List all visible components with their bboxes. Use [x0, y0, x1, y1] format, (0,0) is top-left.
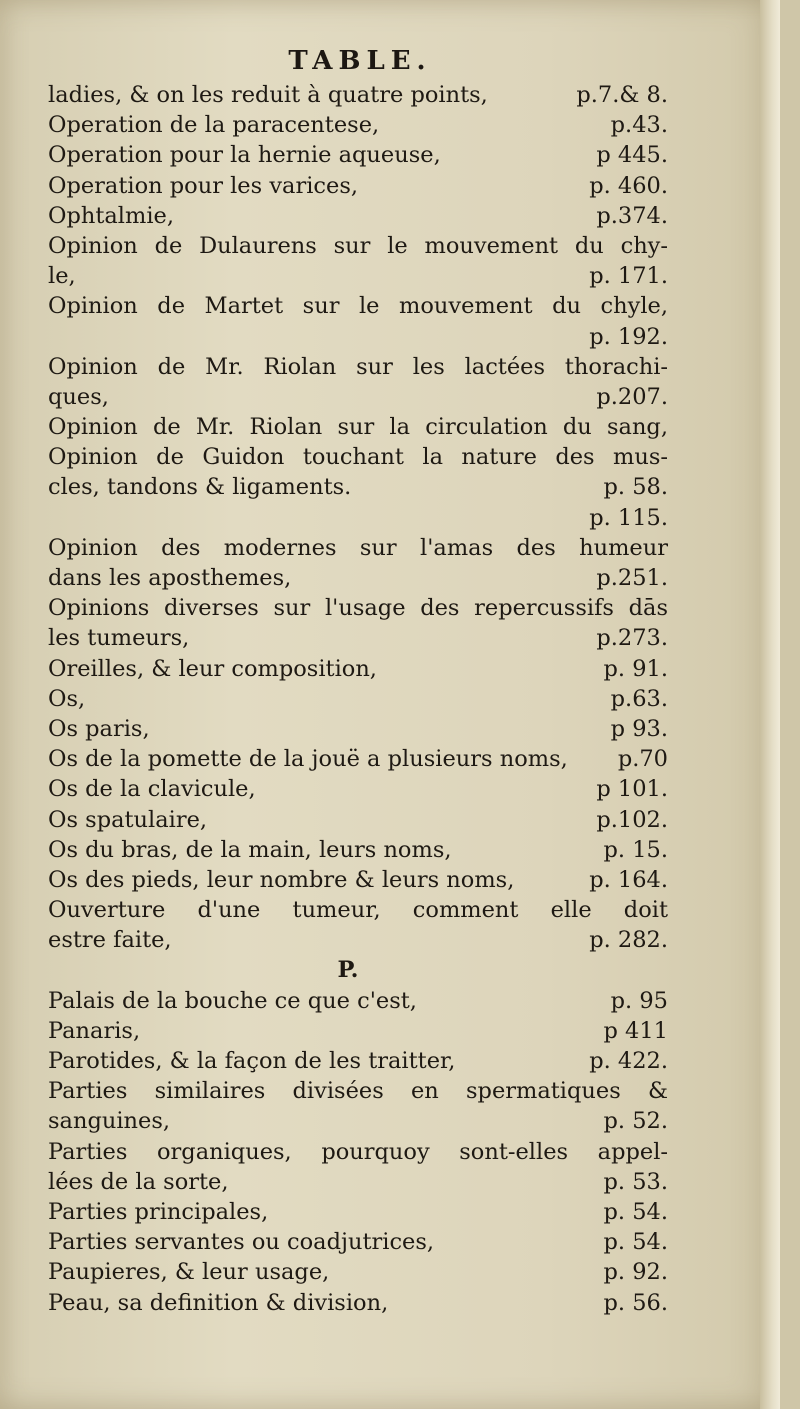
index-entry — [48, 110, 668, 140]
entry-page: p. 52. — [603, 1108, 668, 1135]
entry-page: p. 422. — [589, 1048, 668, 1074]
entry-page: p. 58. — [603, 474, 668, 501]
index-entry — [48, 865, 668, 895]
entry-text: Ouverture d'une tumeur, comment elle doit — [48, 897, 668, 924]
entry-text: Opinion des modernes sur l'amas des humeur — [48, 534, 668, 561]
index-entry — [48, 563, 668, 593]
index-entry — [48, 533, 668, 563]
index-entry — [48, 140, 668, 170]
entry-page: p. 192. — [589, 323, 668, 350]
entry-text: Paupieres, & leur usage, — [48, 1259, 330, 1286]
entry-page: p. 460. — [589, 172, 668, 199]
entry-page: p.251. — [596, 565, 668, 591]
entry-text: Ophtalmie, — [48, 202, 174, 229]
index-entry — [48, 925, 668, 955]
entry-page: p. 54. — [603, 1198, 668, 1225]
entry-page: p.43. — [610, 112, 668, 139]
index-entry — [48, 1167, 668, 1197]
index-entry — [48, 80, 668, 110]
index-entry — [48, 744, 668, 774]
entry-text: Opinion de Dulaurens sur le mouvement du chy- — [48, 232, 668, 259]
entry-text: Opinion de Guidon touchant la nature des mus- — [48, 444, 668, 471]
entry-page: p. 56. — [603, 1289, 668, 1316]
entry-page: p.374. — [596, 202, 668, 229]
index-entry — [48, 1046, 668, 1076]
entry-page: p. 54. — [603, 1229, 668, 1256]
entry-page: p. 171. — [589, 263, 668, 290]
index-entry — [48, 382, 668, 412]
section-heading — [48, 955, 668, 985]
index-entry — [48, 1288, 668, 1318]
entry-page: p 445. — [596, 142, 668, 169]
entry-page: p. 15. — [603, 836, 668, 863]
index-entry — [48, 593, 668, 623]
index-entry — [48, 231, 668, 261]
index-entry — [48, 1076, 668, 1106]
index-entry — [48, 1137, 668, 1167]
entry-text: Parties servantes ou coadjutrices, — [48, 1229, 435, 1256]
entry-page: p.207. — [596, 383, 668, 410]
index-entries — [48, 80, 668, 1318]
entry-text: Parties similaires divisées en spermatiques & — [48, 1078, 668, 1105]
entry-page: p. 282. — [589, 927, 668, 954]
entry-page: p.102. — [596, 806, 668, 833]
index-entry — [48, 623, 668, 653]
entry-text: ladies, & on les reduit à quatre points, — [48, 82, 488, 108]
entry-page: p.273. — [596, 625, 668, 652]
index-entry — [48, 774, 668, 804]
index-entry — [48, 835, 668, 865]
index-entry — [48, 261, 668, 291]
entry-page: p. 91. — [603, 655, 668, 682]
entry-text: P. — [337, 957, 359, 984]
entry-text: Os du bras, de la main, leurs noms, — [48, 836, 452, 863]
entry-text: Operation pour la hernie aqueuse, — [48, 142, 441, 169]
entry-page: p 101. — [596, 776, 668, 803]
entry-page: p. 92. — [603, 1259, 668, 1286]
entry-text: Oreilles, & leur composition, — [48, 655, 377, 682]
entry-page: p. 95 — [610, 987, 668, 1014]
entry-text: Opinions diverses sur l'usage des repercussifs dās — [48, 595, 668, 622]
index-entry — [48, 684, 668, 714]
entry-page: p. 115. — [589, 504, 668, 531]
entry-text: Operation pour les varices, — [48, 172, 359, 199]
entry-page: p.63. — [610, 685, 668, 712]
entry-text: Palais de la bouche ce que c'est, — [48, 987, 417, 1014]
entry-page: p. 164. — [589, 866, 668, 893]
index-entry — [48, 986, 668, 1016]
entry-text: Peau, sa definition & division, — [48, 1289, 389, 1316]
entry-text: Os, — [48, 685, 86, 712]
index-entry — [48, 201, 668, 231]
index-entry — [48, 291, 668, 321]
entry-text: estre faite, — [48, 927, 172, 954]
entry-text: Os de la clavicule, — [48, 776, 256, 803]
entry-text: Parties principales, — [48, 1198, 269, 1225]
entry-page: p.7.& 8. — [576, 82, 668, 108]
entry-text: dans les aposthemes, — [48, 565, 292, 591]
index-entry — [48, 472, 668, 502]
entry-text: ques, — [48, 383, 109, 410]
entry-page: p 411 — [603, 1017, 668, 1044]
entry-text: Panaris, — [48, 1017, 141, 1044]
page-edge — [760, 0, 780, 1409]
page-header: TABLE. — [288, 46, 432, 76]
entry-text: Operation de la paracentese, — [48, 112, 380, 139]
entry-text: cles, tandons & ligaments. — [48, 474, 352, 501]
index-entry — [48, 1227, 668, 1257]
index-entry — [48, 805, 668, 835]
entry-page: p. 53. — [603, 1168, 668, 1195]
entry-text: Opinion de Mr. Riolan sur les lactées thorachi- — [48, 353, 668, 380]
entry-page: p.70 — [617, 746, 668, 773]
entry-text: Os spatulaire, — [48, 806, 208, 833]
entry-text: Parties organiques, pourquoy sont-elles appel- — [48, 1138, 668, 1165]
index-entry — [48, 412, 668, 442]
index-entry — [48, 1197, 668, 1227]
index-entry — [48, 1016, 668, 1046]
index-entry — [48, 322, 668, 352]
entry-text: Os de la pomette de la jouë a plusieurs noms, — [48, 746, 568, 773]
index-entry — [48, 1257, 668, 1287]
entry-text: Parotides, & la façon de les traitter, — [48, 1048, 456, 1074]
index-entry — [48, 1106, 668, 1136]
entry-text: sanguines, — [48, 1108, 171, 1135]
entry-text: lées de la sorte, — [48, 1168, 229, 1195]
index-entry — [48, 895, 668, 925]
entry-text: les tumeurs, — [48, 625, 190, 652]
entry-text: Opinion de Martet sur le mouvement du chyle, — [48, 293, 668, 320]
entry-text: Os paris, — [48, 715, 150, 742]
index-entry — [48, 503, 668, 533]
entry-text: le, — [48, 263, 76, 290]
entry-text: Opinion de Mr. Riolan sur la circulation du sang, — [48, 414, 668, 441]
index-entry — [48, 352, 668, 382]
index-entry — [48, 442, 668, 472]
entry-page: p 93. — [610, 715, 668, 742]
index-entry — [48, 714, 668, 744]
entry-text: Os des pieds, leur nombre & leurs noms, — [48, 866, 515, 893]
index-entry — [48, 171, 668, 201]
index-entry — [48, 654, 668, 684]
